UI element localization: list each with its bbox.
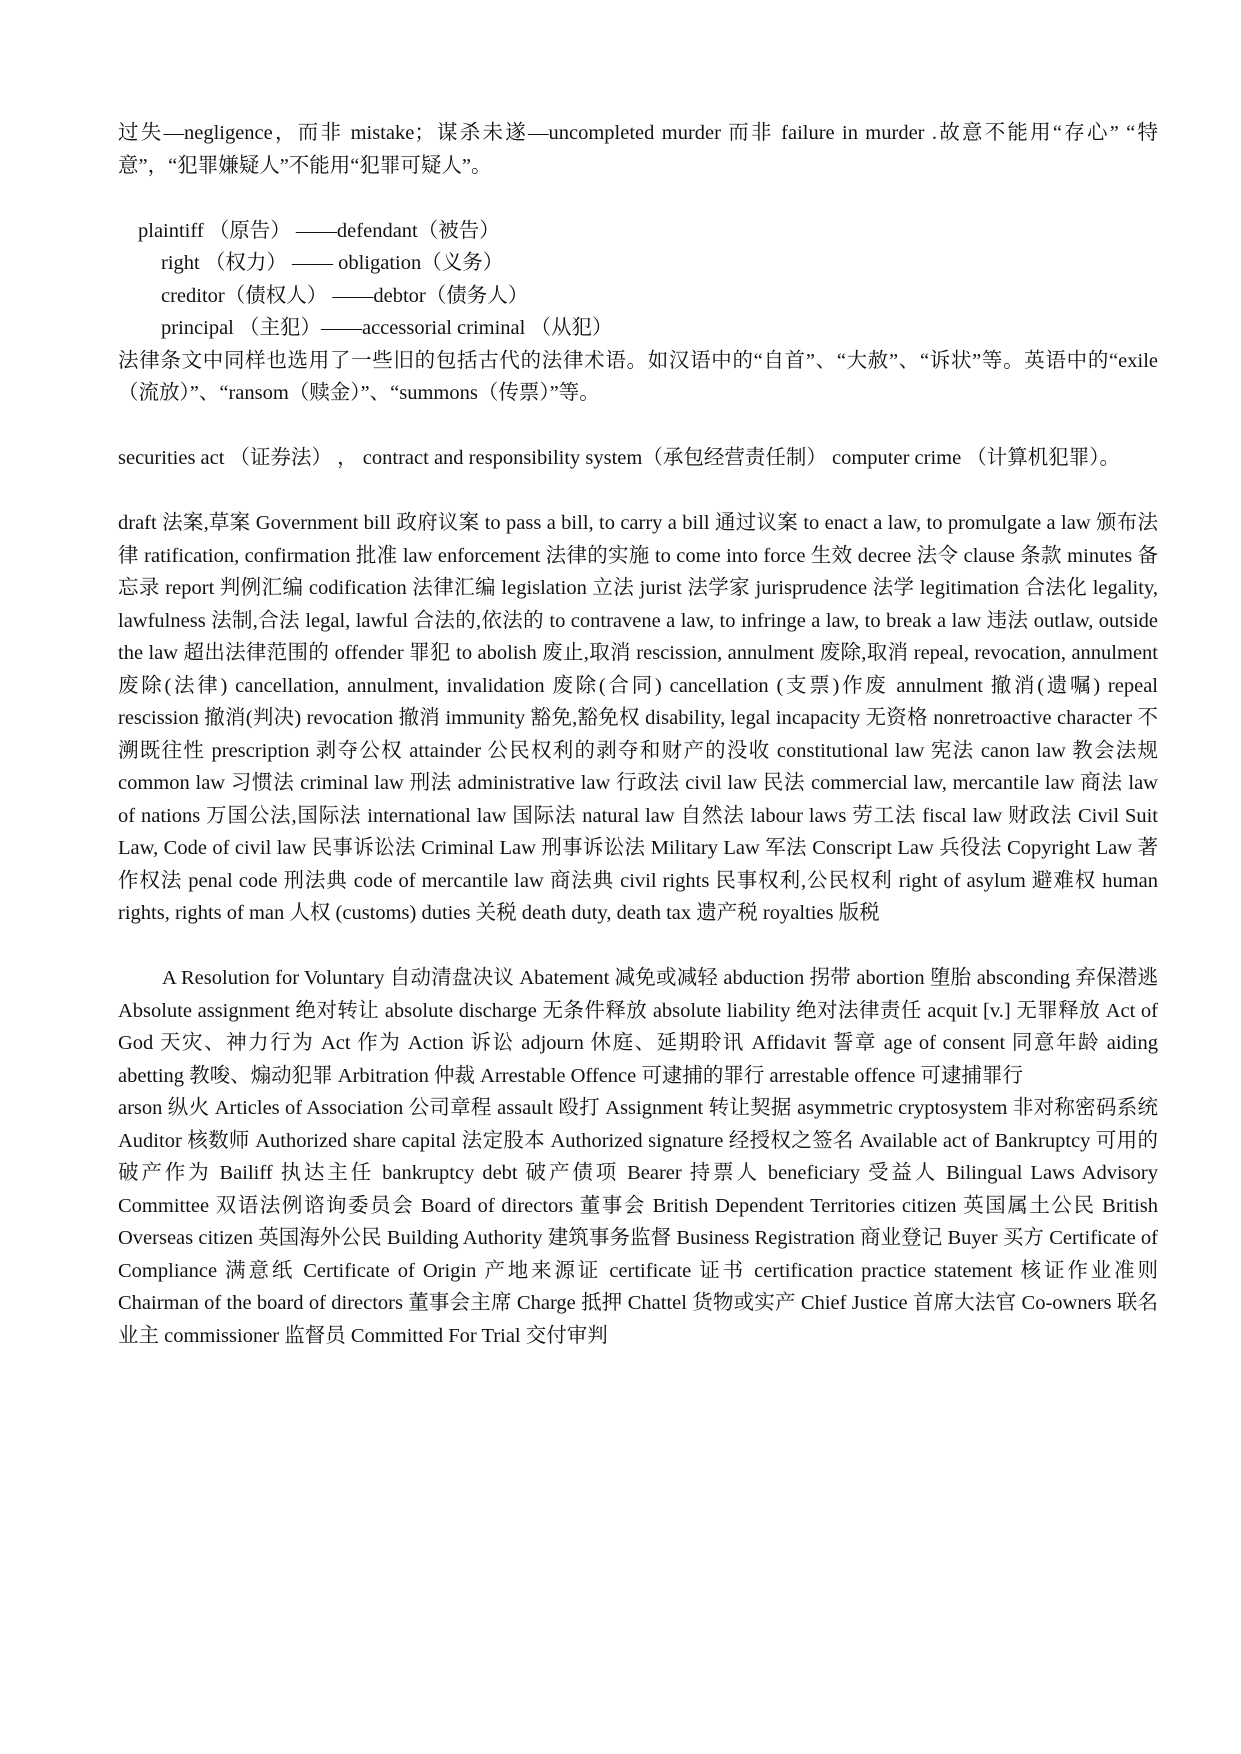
glossary-alphabetical-b: arson 纵火 Articles of Association 公司章程 assault 殴打 Assignment 转让契据 asymmetric cryptosystem 非对称密码系统 Auditor 核数师 Authorized share capital 法定股本 Authorized signature 经授权之签名 Available act of Bankruptcy 可用的破产作为 Bailiff 执达主任 bankruptcy debt 破产债项 Bearer 持票人 beneficiary 受益人 Bilingual Laws Advisory Committee 双语法例谘询委员会 Board of directors 董事会 British Dependent Territories citizen 英国属土公民 British Overseas citizen 英国海外公民 Building Authority 建筑事务监督 Business Registration 商业登记 Buyer 买方 Certificate of Compliance 满意纸 Certificate of Origin 产地来源证 certificate 证书 certification practice statement 核证作业准则 Chairman of the board of directors 董事会主席 Charge 抵押 Chattel 货物或实产 Chief Justice 首席大法官 Co-owners 联名业主 commissioner 监督员 Committed For Trial 交付审判 [118,1097,1158,1347]
term-pair-plaintiff: plaintiff （原告） ——defendant（被告） [138,219,500,242]
glossary-general: draft 法案,草案 Government bill 政府议案 to pass a bill, to carry a bill 通过议案 to enact a law, to promulgate a law 颁布法律 ratification, confirmation 批准 law enforcement 法律的实施 to come into force 生效 decree 法令 clause 条款 minutes 备忘录 report 判例汇编 codification 法律汇编 legislation 立法 jurist 法学家 jurisprudence 法学 legitimation 合法化 legality, lawfulness 法制,合法 legal, lawful 合法的,依法的 to contravene a law, to infringe a law, to break a law 违法 outlaw, outside the law 超出法律范围的 offender 罪犯 to abolish 废止,取消 rescission, annulment 废除,取消 repeal, revocation, annulment 废除(法律) cancellation, annulment, invalidation 废除(合同) cancellation (支票)作废 annulment 撤消(遗嘱) repeal rescission 撤消(判决) revocation 撤消 immunity 豁免,豁免权 disability, legal incapacity 无资格 nonretroactive character 不溯既往性 prescription 剥夺公权 attainder 公民权利的剥夺和财产的没收 constitutional law 宪法 canon law 教会法规 common law 习惯法 criminal law 刑法 administrative law 行政法 civil law 民法 commercial law, mercantile law 商法 law of nations 万国公法,国际法 international law 国际法 natural law 自然法 labour laws 劳工法 fiscal law 财政法 Civil Suit Law, Code of civil law 民事诉讼法 Criminal Law 刑事诉讼法 Military Law 军法 Conscript Law 兵役法 Copyright Law 著作权法 penal code 刑法典 code of mercantile law 商法典 civil rights 民事权利,公民权利 right of asylum 避难权 human rights, rights of man 人权 (customs) duties 关税 death duty, death tax 遗产税 royalties 版税 [118,512,1158,924]
term-pair-right: right （权力） —— obligation（义务） [161,252,504,274]
archaic-terms-paragraph: 法律条文中同样也选用了一些旧的包括古代的法律术语。如汉语中的“自首”、“大赦”、“诉状”等。英语中的“exile（流放）”、“ransom（赎金）”、“summons（传票）”等。 [118,349,1158,404]
document-page [118,117,1158,1352]
term-pair-creditor: creditor（债权人） ——debtor（债务人） [161,284,529,307]
spacer [118,930,1158,963]
intro-paragraph: 过失—negligence，而非 mistake；谋杀未遂—uncompleted murder 而非 failure in murder .故意不能用“存心” “特意”，“犯罪嫌疑人”不能用“犯罪可疑人”。 [118,122,1158,177]
term-pair-principal: principal （主犯）——accessorial criminal （从犯） [161,317,613,339]
spacer [118,475,1158,508]
spacer [118,182,1158,215]
spacer [118,410,1158,443]
glossary-alphabetical-a: A Resolution for Voluntary 自动清盘决议 Abatement 减免或减轻 abduction 拐带 abortion 堕胎 absconding 弃保潜逃 Absolute assignment 绝对转让 absolute discharge 无条件释放 absolute liability 绝对法律责任 acquit [v.] 无罪释放 Act of God 天灾、神力行为 Act 作为 Action 诉讼 adjourn 休庭、延期聆讯 Affidavit 誓章 age of consent 同意年龄 aiding abetting 教唆、煽动犯罪 Arbitration 仲裁 Arrestable Offence 可逮捕的罪行 arrestable offence 可逮捕罪行 [118,967,1158,1087]
neologisms-paragraph: securities act （证券法） ， contract and responsibility system（承包经营责任制） computer crime （计算机犯罪）。 [118,447,1121,469]
